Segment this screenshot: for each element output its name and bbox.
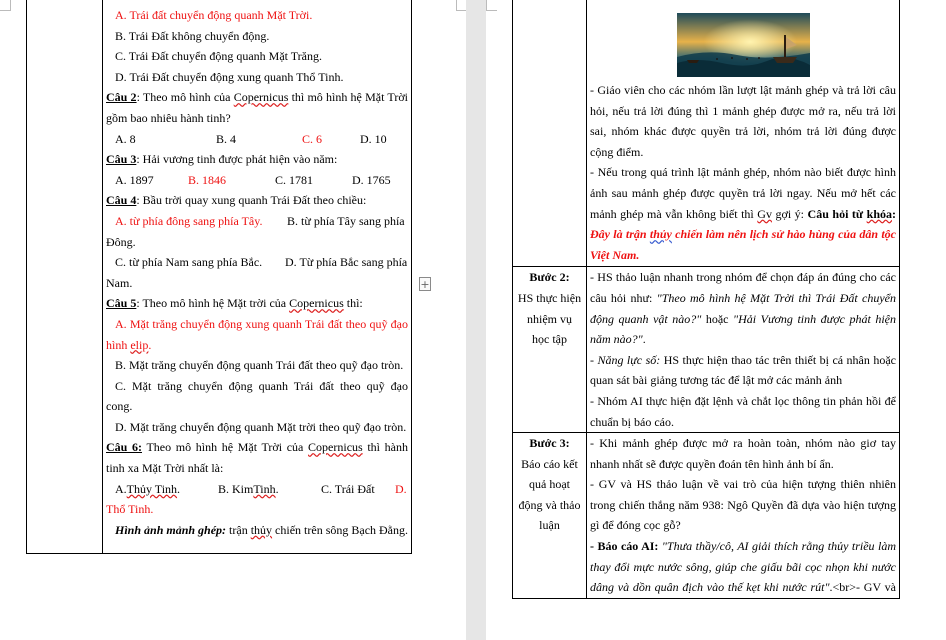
q5-text: : Theo mô hình hệ Mặt trời của	[136, 296, 290, 311]
step2-quote: động quanh vật nào?"	[590, 311, 702, 326]
q6-option-a-end: .	[177, 481, 181, 496]
q6-text-end: thì hành	[362, 440, 408, 455]
ai-report-text: dâng và dồn quân địch vào thế kẹt khi nước rút"	[590, 580, 830, 595]
step1-label-cell	[513, 0, 587, 267]
q6-option-d: D.	[395, 481, 407, 496]
q5-question	[106, 293, 408, 314]
keyword-colon: :	[892, 206, 896, 221]
step2-line: chuẩn bị báo cáo.	[590, 414, 674, 429]
q6-option-b-end: .	[275, 481, 279, 496]
step3-title: Bước 3:	[529, 436, 570, 451]
q6-text: Theo mô hình hệ Mặt Trời của	[142, 440, 309, 455]
gv-instruction-line: ảnh sau mảnh ghép được quyền trả lời ngay. Nếu mở hết các	[590, 185, 896, 200]
answer-line-2: Việt Nam.	[590, 247, 640, 262]
q2-option-b: B. 4	[216, 131, 237, 146]
q5-option-a: A. Mặt trăng chuyển động xung quanh Trái đất theo quỹ đạo	[115, 316, 408, 331]
step2-label-cell	[513, 267, 587, 433]
q4-option-b: B. từ phía Tây sang phía	[287, 213, 405, 228]
q5-option-a-cont	[106, 335, 408, 356]
ai-report-label: - Báo cáo AI:	[590, 539, 659, 554]
q2-question-line2: gồm bao nhiêu hành tinh?	[106, 110, 231, 125]
ai-report-text: thay đổi mực nước sông, giúp che giấu bãi cọc nhọn khi nước	[590, 559, 896, 574]
step3-line	[590, 577, 896, 598]
ai-report-text: "Thưa thầy/cô, AI giải thích rằng thủy triều làm	[658, 539, 897, 554]
thuy-tinh-word: Thủy Tinh	[126, 481, 178, 496]
step2-line: - Nhóm AI thực hiện đặt lệnh và chắt lọc thông tin phản hồi để	[590, 393, 896, 408]
step2-text: hoặc	[701, 311, 734, 326]
step3-content-cell	[587, 433, 900, 599]
q5-option-a-end: .	[148, 337, 152, 352]
q2-text: : Theo mô hình của	[136, 90, 234, 105]
q5-text-end: thì:	[343, 296, 363, 311]
q1-option-b: B. Trái Đất không chuyển động.	[115, 28, 270, 43]
q5-option-d: D. Mặt trăng chuyển động quanh Mặt trời theo quỹ đạo tròn.	[115, 419, 407, 434]
q1-option-a: A. Trái đất chuyển động quanh Mặt Trời.	[115, 8, 313, 22]
step2-label-line: HS thực hiện	[517, 290, 582, 305]
step3-line: nhanh nhất sẽ được quyền đoán tên hình ảnh bí ẩn.	[590, 456, 834, 471]
khoa-word: khóa	[866, 206, 892, 221]
q5-option-a-text: hình	[106, 337, 131, 352]
q6-option-c: C. Trái Đất	[321, 481, 375, 496]
step3-text: .<br>- GV và	[829, 580, 896, 595]
quiz-cell	[103, 0, 412, 554]
q5-option-c-cont: cong.	[106, 399, 133, 414]
step2-text: .	[642, 332, 646, 347]
q4-option-d: D. Từ phía Bắc sang phía	[285, 255, 408, 270]
q5-option-b: B. Mặt trăng chuyển động quanh Trái đất theo quỹ đạo tròn.	[115, 358, 404, 373]
step2-line	[590, 350, 896, 371]
q6-option-b-prefix: B. Kim	[218, 481, 254, 496]
q4-question	[106, 190, 408, 211]
q2-option-d: D. 10	[360, 131, 387, 146]
q4-text: : Bầu trời quay xung quanh Trái Đất theo chiều:	[136, 193, 367, 208]
step2-line: quan sát bài giảng tương tác để lật mở các mảnh ảnh	[590, 373, 843, 388]
keyword-label: Câu hỏi từ	[807, 206, 867, 221]
q5-label: Câu 5	[106, 296, 137, 311]
q3-option-a: A. 1897	[115, 172, 154, 187]
q4-option-b-cont: Đông.	[106, 234, 136, 249]
puzzle-caption	[106, 520, 408, 541]
q4-label: Câu 4	[106, 193, 137, 208]
step2-line	[590, 288, 896, 309]
q4-option-d-cont: Nam.	[106, 275, 133, 290]
gv-instruction-line: hỏi, nếu trả lời đúng thì 1 mảnh ghép được mở ra, nếu trả lời	[590, 103, 896, 118]
q2-option-c: C. 6	[302, 131, 323, 146]
q3-text: : Hải vương tinh được phát hiện vào năm:	[136, 152, 338, 167]
elip-word: elip	[130, 337, 149, 352]
naval-battle-image-icon	[677, 13, 810, 77]
gv-instruction-line: cộng điểm.	[590, 144, 644, 159]
q6-option-a	[115, 479, 218, 500]
step3-label-line: luận	[539, 518, 560, 533]
q6-question	[106, 437, 408, 458]
step3-line: - GV và HS thảo luận về vai trò của hiện tượng thiên nhiên	[590, 477, 896, 492]
answer-text: Đây là trận	[590, 227, 650, 242]
step3-label-line: động và thảo	[518, 497, 581, 512]
q2-text-end: thì mô hình hệ Mặt Trời	[288, 90, 409, 105]
q4-option-a: A. từ phía đông sang phía Tây.	[115, 213, 263, 228]
q3-question	[106, 149, 408, 170]
q5-option-c: C. Mặt trăng chuyển động quanh Trái đất theo quỹ đạo	[115, 378, 408, 393]
gv-hint-mid: gợi ý:	[771, 206, 808, 221]
step1-content-cell	[587, 0, 900, 267]
digital-skill-label: - Năng lực số:	[590, 352, 661, 367]
answer-thuy-word: thủy	[649, 227, 672, 242]
copernicus-word: Copernicus	[233, 90, 289, 105]
gv-instruction-line: sai, nhóm khác được quyền trả lời, nhóm trả lời đúng được	[590, 124, 896, 139]
q6-option-a-prefix: A.	[115, 481, 127, 496]
step2-title: Bước 2:	[529, 270, 570, 285]
step3-line: gì để đóng cọc gỗ?	[590, 518, 681, 533]
puzzle-text: trận	[226, 522, 251, 537]
q6-question-line2: tinh xa Mặt Trời nhất là:	[106, 461, 224, 476]
copernicus-word: Copernicus	[308, 440, 363, 455]
puzzle-label: Hình ảnh mảnh ghép:	[115, 522, 227, 537]
q3-option-d: D. 1765	[352, 172, 391, 187]
step2-quote: "Theo mô hình hệ Mặt Trời thì Trái Đất chuyển	[656, 290, 896, 305]
gv-hint-text: mảnh ghép mà vẫn không biết thì	[590, 206, 758, 221]
q2-option-a: A. 8	[115, 131, 136, 146]
q2-question	[106, 87, 408, 108]
expand-table-button[interactable]: +	[420, 278, 430, 291]
q4-options-ab	[106, 211, 408, 232]
q6-option-d-cont: Thổ Tinh.	[106, 502, 154, 517]
q2-options	[106, 129, 408, 150]
copernicus-word: Copernicus	[289, 296, 344, 311]
gv-hint-line	[590, 204, 896, 225]
gv-instruction-line: - Nếu trong quá trình lật mảnh ghép, nhóm nào biết được hình	[590, 165, 896, 180]
step3-label-cell	[513, 433, 587, 599]
step3-line	[590, 536, 896, 557]
right-table	[512, 0, 900, 599]
q2-label: Câu 2	[106, 90, 137, 105]
step2-quote: năm nào?"	[590, 332, 643, 347]
page-corner-marker	[486, 0, 497, 11]
step2-line: - HS thảo luận nhanh trong nhóm để chọn đáp án đúng cho các	[590, 270, 896, 285]
thuy-word: thủy	[250, 522, 273, 537]
step2-line	[590, 309, 896, 330]
puzzle-text-end: chiến trên sông Bạch Đằng.	[272, 522, 409, 537]
q1-option-d: D. Trái Đất chuyển động xung quanh Thổ Tinh.	[115, 69, 344, 84]
step3-label-line: quả hoạt	[529, 477, 570, 492]
q4-option-c: C. từ phía Nam sang phía Bắc.	[115, 255, 263, 270]
step2-text: HS thực hiện thao tác trên thiết bị cá nhân hoặc	[660, 352, 896, 367]
answer-text-end: chiến làm nên lịch sử hào hùng của dân tộc	[671, 227, 896, 242]
page-right	[486, 0, 946, 640]
q3-option-c: C. 1781	[275, 172, 314, 187]
left-table	[26, 0, 412, 554]
step3-label-line: Báo cáo kết	[521, 456, 578, 471]
step2-content-cell	[587, 267, 900, 433]
q4-options-cd	[106, 252, 408, 273]
page-gap	[466, 0, 486, 640]
q6-option-b	[218, 479, 321, 500]
step3-line: - Khi mảnh ghép được mở ra hoàn toàn, nhóm nào giơ tay	[590, 436, 896, 451]
q6-options	[106, 479, 408, 500]
gv-word: Gv	[757, 206, 772, 221]
q3-option-b: B. 1846	[188, 172, 227, 187]
q6-label: Câu 6:	[106, 440, 142, 455]
answer-line	[590, 224, 896, 245]
q3-label: Câu 3	[106, 152, 137, 167]
page-left	[0, 0, 466, 640]
gv-instruction-line: - Giáo viên cho các nhóm lần lượt lật mảnh ghép và trả lời câu	[590, 83, 896, 97]
step2-line	[590, 329, 896, 350]
q3-options	[106, 170, 408, 191]
tinh-word: Tinh	[253, 481, 276, 496]
page-corner-marker	[456, 0, 466, 11]
step2-label-line: học tập	[532, 332, 567, 347]
step2-text: câu hỏi như:	[590, 290, 657, 305]
step3-line: trong chiến thắng năm 938: Ngô Quyền đã dựa vào hiện tượng	[590, 497, 896, 512]
page-corner-marker	[0, 0, 11, 11]
step2-quote: "Hải Vương tinh được phát hiện	[733, 311, 896, 326]
q1-option-c: C. Trái Đất chuyển động quanh Mặt Trăng.	[115, 49, 322, 64]
left-empty-cell	[27, 0, 103, 554]
step2-label-line: nhiệm vụ	[527, 311, 572, 326]
